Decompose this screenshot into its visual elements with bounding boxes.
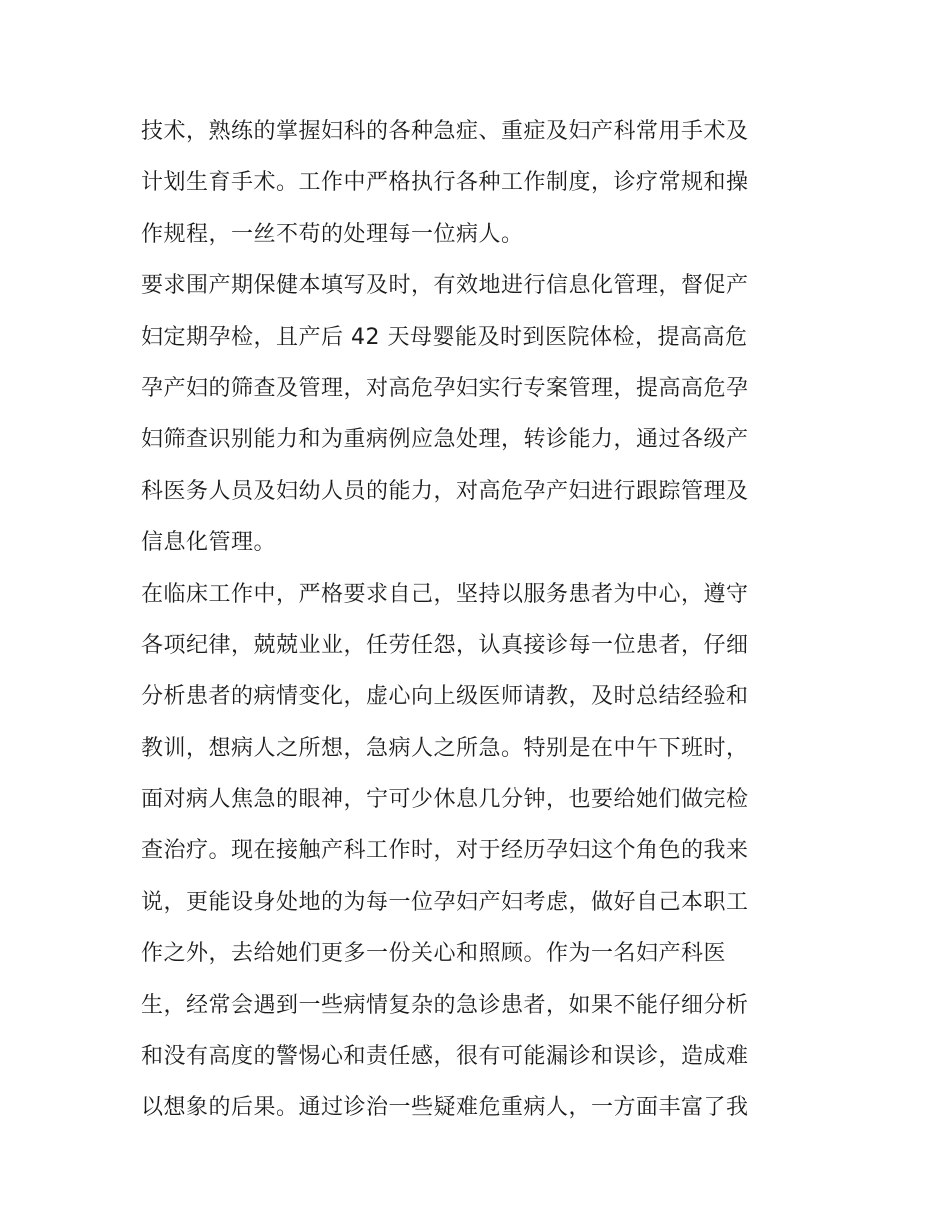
text-line: 技术，熟练的掌握妇科的各种急症、重症及妇产科常用手术及 [141,119,749,144]
text-line: 妇筛查识别能力和为重病例应急处理，转诊能力，通过各级产 [141,427,749,453]
text-line: 和没有高度的警惕心和责任感，很有可能漏诊和误诊，造成难 [141,1044,749,1070]
text-line: 孕产妇的筛查及管理，对高危孕妇实行专案管理，提高高危孕 [141,375,749,401]
text-line: 在临床工作中，严格要求自己，坚持以服务患者为中心，遵守 [141,581,749,607]
text-line: 教训，想病人之所想，急病人之所急。特别是在中午下班时， [141,735,749,761]
text-line: 分析患者的病情变化，虚心向上级医师请教，及时总结经验和 [141,684,749,710]
text-line: 作规程，一丝不苟的处理每一位病人。 [141,221,524,247]
text-line: 要求围产期保健本填写及时，有效地进行信息化管理，督促产 [141,273,749,299]
text-line: 信息化管理。 [141,530,277,556]
text-line: 科医务人员及妇幼人员的能力，对高危孕产妇进行跟踪管理及 [141,478,749,504]
text-line: 计划生育手术。工作中严格执行各种工作制度，诊疗常规和操 [141,170,749,196]
text-line: 查治疗。现在接触产科工作时，对于经历孕妇这个角色的我来 [141,838,749,864]
text-line: 妇定期孕检，且产后 42 天母婴能及时到医院体检，提高高危 [141,324,748,350]
body-text [141,106,821,1134]
text-line: 各项纪律，兢兢业业，任劳任怨，认真接诊每一位患者，仔细 [141,632,749,658]
text-line: 说，更能设身处地的为每一位孕妇产妇考虑，做好自己本职工 [141,889,749,915]
text-line: 生，经常会遇到一些病情复杂的急诊患者，如果不能仔细分析 [141,992,749,1018]
text-line: 以想象的后果。通过诊治一些疑难危重病人，一方面丰富了我 [141,1095,749,1121]
text-line: 作之外，去给她们更多一份关心和照顾。作为一名妇产科医 [141,941,727,967]
text-line: 面对病人焦急的眼神，宁可少休息几分钟，也要给她们做完检 [141,787,749,813]
